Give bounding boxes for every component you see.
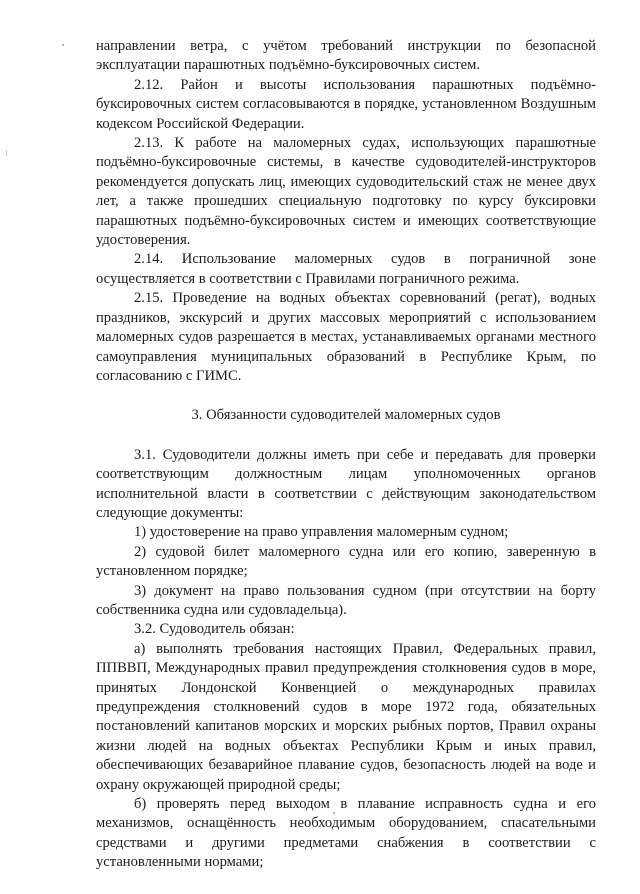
list-item-b: б) проверять перед выходом в плавание исправность судна и его механизмов, оснащённость необходимым оборудованием, спасательными средствами и другими предметами снабжения в соответствии с установленными нормами; xyxy=(96,796,596,871)
list-item-3: 3) документ на право пользования судном (при отсутствии на борту собственника судна или судовладельца). xyxy=(96,582,596,618)
list-item-a: а) выполнять требования настоящих Правил, Федеральных правил, ППВВП, Международных правил предупреждения столкновения судов в море, принятых Лондонской Конвенцией о международных правилах предупреждения столкновений судов в море 1972 года, обязательных постановлений капитанов морских и морских рыбных портов, Правил охраны жизни людей на водных объектах Республики Крым и иных правил, обеспечивающих безаварийное плавание судов, безопасность людей на воде и охрану окружающей природной среды; xyxy=(96,640,596,793)
paragraph-2-12: 2.12. Район и высоты использования парашютных подъёмно-буксировочных систем согласовываются в порядке, установленном Воздушным кодексом Российской Федерации. xyxy=(96,76,596,132)
list-item-1: 1) удостоверение на право управления маломерным судном; xyxy=(134,524,509,541)
paragraph-3-2: 3.2. Судоводитель обязан: xyxy=(134,621,295,638)
list-item-2: 2) судовой билет маломерного судна или его копию, заверенную в установленном порядке; xyxy=(96,543,596,580)
section-heading: 3. Обязанности судоводителей маломерных судов xyxy=(191,407,501,424)
paragraph-3-1: 3.1. Судоводители должны иметь при себе и передавать для проверки соответствующим должностным лицам уполномоченных органов исполнительной власти в соответствии с действующим законодательством следующие документы: xyxy=(96,446,596,521)
paragraph-2-15: 2.15. Проведение на водных объектах соревнований (регат), водных праздников, экскурсий и других массовых мероприятий с использованием маломерных судов разрешается в местах, устанавливаемых органами местного самоуправления муниципальных образований в Республике Крым, по согласованию с ГИМС. xyxy=(96,290,596,384)
scan-speck xyxy=(6,150,7,156)
paragraph-continuation: направлении ветра, с учётом требований инструкции по безопасной эксплуатации парашютных подъёмно-буксировочных систем. xyxy=(96,38,596,74)
scan-speck xyxy=(62,44,64,46)
paragraph-2-13: 2.13. К работе на маломерных судах, использующих парашютные подъёмно-буксировочные системы, в качестве судоводителей-инструкторов рекомендуется допускать лиц, имеющих судоводительский стаж не менее двух лет, а также прошедших специальную подготовку по курсу буксировки парашютных подъёмно-буксировочных систем и имеющих соответствующие удостоверения. xyxy=(96,135,596,249)
document-body xyxy=(96,37,596,873)
paragraph-2-14: 2.14. Использование маломерных судов в пограничной зоне осуществляется в соответствии с Правилами пограничного режима. xyxy=(96,251,596,287)
